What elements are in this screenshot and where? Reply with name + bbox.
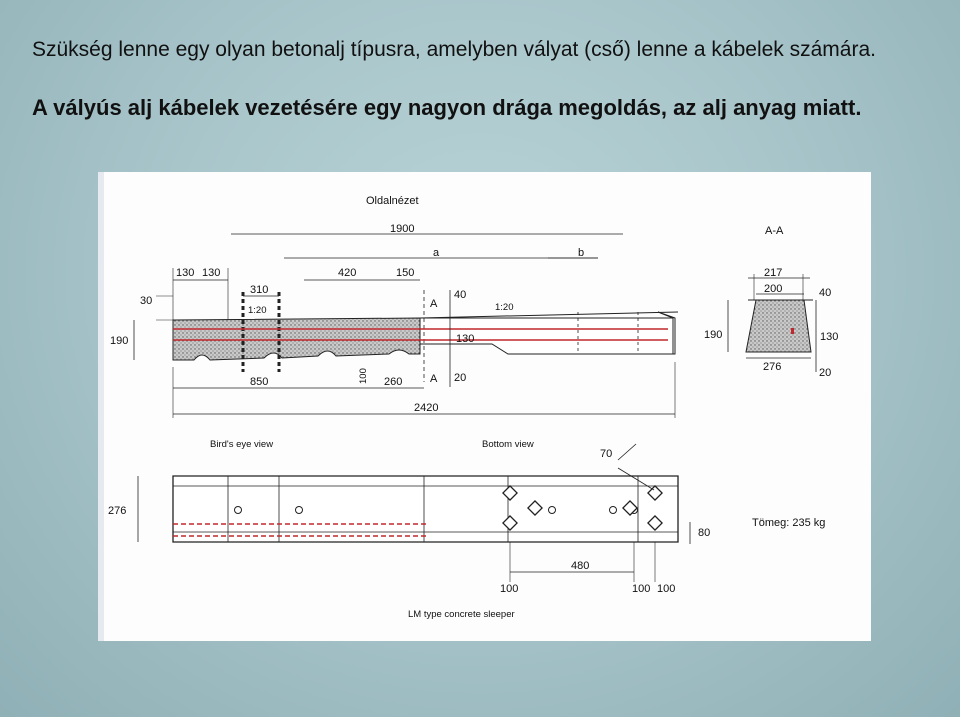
dim-310: 310	[250, 284, 269, 296]
slide-subtitle: A vályús alj kábelek vezetésére egy nagyon drága megoldás, az alj anyag miatt.	[32, 95, 862, 120]
plan-dim-480: 480	[571, 560, 590, 572]
dim-40: 40	[454, 289, 467, 301]
mass-label: Tömeg: 235 kg	[752, 517, 826, 529]
sec-dim-20: 20	[819, 367, 832, 379]
dim-20: 20	[454, 372, 467, 384]
plan-dim-276: 276	[108, 505, 127, 517]
sec-dim-200: 200	[764, 283, 783, 295]
dim-100-vertical: 100	[358, 368, 369, 384]
plan-dim-100-mid: 100	[632, 583, 651, 595]
section-title: A-A	[765, 225, 784, 237]
sec-dim-276: 276	[763, 361, 782, 373]
dim-850: 850	[250, 376, 269, 388]
dim-slope-right: 1:20	[495, 302, 514, 313]
dim-b: b	[578, 247, 585, 259]
bottom-view-title: Bottom view	[482, 439, 534, 450]
birds-eye-title: Bird's eye view	[210, 439, 274, 450]
dim-slope-left: 1:20	[248, 305, 267, 316]
plan-dim-70: 70	[600, 448, 613, 460]
dim-2420: 2420	[414, 402, 439, 414]
sec-dim-190: 190	[704, 329, 723, 341]
dim-190: 190	[110, 335, 129, 347]
sec-dim-130: 130	[820, 331, 839, 343]
plan-dim-100-right: 100	[657, 583, 676, 595]
dim-a: a	[433, 247, 440, 259]
side-view-title: Oldalnézet	[366, 195, 419, 207]
plan-dim-100-left: 100	[500, 583, 519, 595]
drawing-svg	[98, 172, 871, 641]
slide-title: Szükség lenne egy olyan betonalj típusra, amelyben vályat (cső) lenne a kábelek számára.	[32, 38, 876, 61]
dim-150: 150	[396, 267, 415, 279]
sec-dim-217: 217	[764, 267, 783, 279]
sleeper-side-body	[173, 318, 420, 360]
section-a-bottom: A	[430, 373, 438, 385]
dim-130-left: 130	[176, 267, 195, 279]
drawing-caption: LM type concrete sleeper	[408, 609, 515, 620]
section-aa-shape	[746, 300, 811, 352]
sec-dim-40: 40	[819, 287, 832, 299]
sleeper-drawing	[98, 172, 871, 641]
scan-edge	[98, 172, 104, 641]
dim-1900: 1900	[390, 223, 415, 235]
dim-130-mid: 130	[456, 333, 475, 345]
dim-30: 30	[140, 295, 153, 307]
dim-420: 420	[338, 267, 357, 279]
dim-130-right: 130	[202, 267, 221, 279]
plan-dim-80: 80	[698, 527, 711, 539]
section-a-top: A	[430, 298, 438, 310]
dim-260: 260	[384, 376, 403, 388]
